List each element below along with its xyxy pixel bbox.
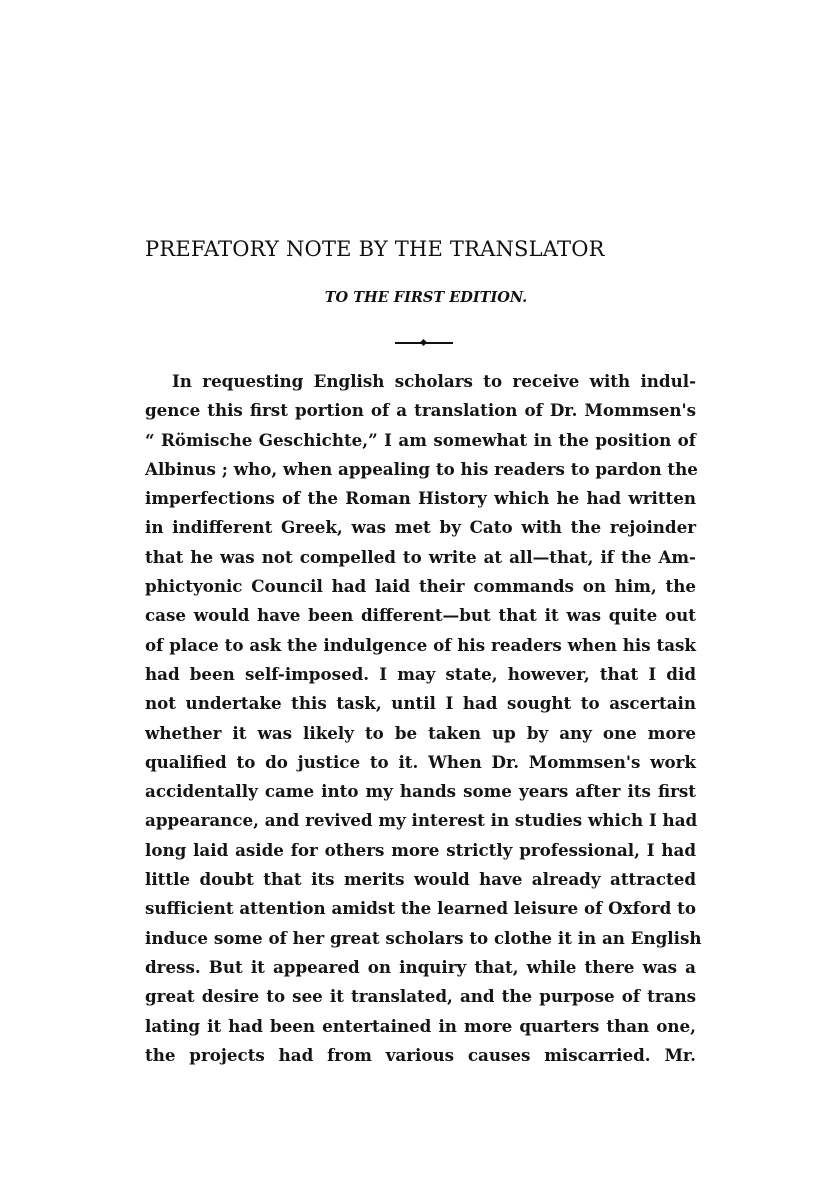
text-line: qualified to do justice to it. When Dr. Mommsen's work — [145, 751, 696, 772]
diamond-icon — [420, 339, 427, 346]
text-line: Albinus ; who, when appealing to his readers to pardon the — [145, 458, 698, 479]
text-line: appearance, and revived my interest in studies which I had — [145, 810, 698, 831]
text-line: lating it had been entertained in more quarters than one, — [145, 1015, 696, 1036]
text-line: little doubt that its merits would have already attracted — [145, 869, 696, 890]
page-title: PREFATORY NOTE BY THE TRANSLATOR — [145, 237, 605, 261]
text-line: great desire to see it translated, and the purpose of trans — [145, 986, 696, 1007]
text-line: whether it was likely to be taken up by any one more — [145, 722, 696, 743]
text-line: sufficient attention amidst the learned leisure of Oxford to — [145, 898, 696, 919]
text-line: that he was not compelled to write at all—that, if the Am- — [145, 546, 696, 567]
text-line: “ Römische Geschichte,” I am somewhat in the position of — [145, 429, 696, 450]
text-line: induce some of her great scholars to clothe it in an English — [145, 927, 702, 948]
body-paragraph — [145, 367, 702, 1070]
text-line: accidentally came into my hands some years after its first — [145, 781, 696, 802]
text-line: dress. But it appeared on inquiry that, while there was a — [145, 956, 696, 977]
divider-ornament — [395, 340, 453, 346]
text-line: in indifferent Greek, was met by Cato with the rejoinder — [145, 517, 696, 538]
text-line: had been self-imposed. I may state, however, that I did — [145, 663, 696, 684]
text-line: of place to ask the indulgence of his readers when his task — [145, 634, 696, 655]
page-subtitle: TO THE FIRST EDITION. — [324, 289, 528, 306]
text-line: long laid aside for others more strictly professional, I had — [145, 839, 696, 860]
text-line: In requesting English scholars to receive with indul- — [172, 371, 696, 391]
text-line: not undertake this task, until I had sought to ascertain — [145, 693, 696, 714]
text-line: phictyonic Council had laid their commands on him, the — [145, 576, 696, 597]
text-line: imperfections of the Roman History which he had written — [145, 488, 696, 509]
text-line: the projects had from various causes miscarried. Mr. — [145, 1044, 696, 1065]
text-line: gence this first portion of a translation of Dr. Mommsen's — [145, 400, 696, 421]
text-line: case would have been different—but that it was quite out — [145, 605, 696, 626]
